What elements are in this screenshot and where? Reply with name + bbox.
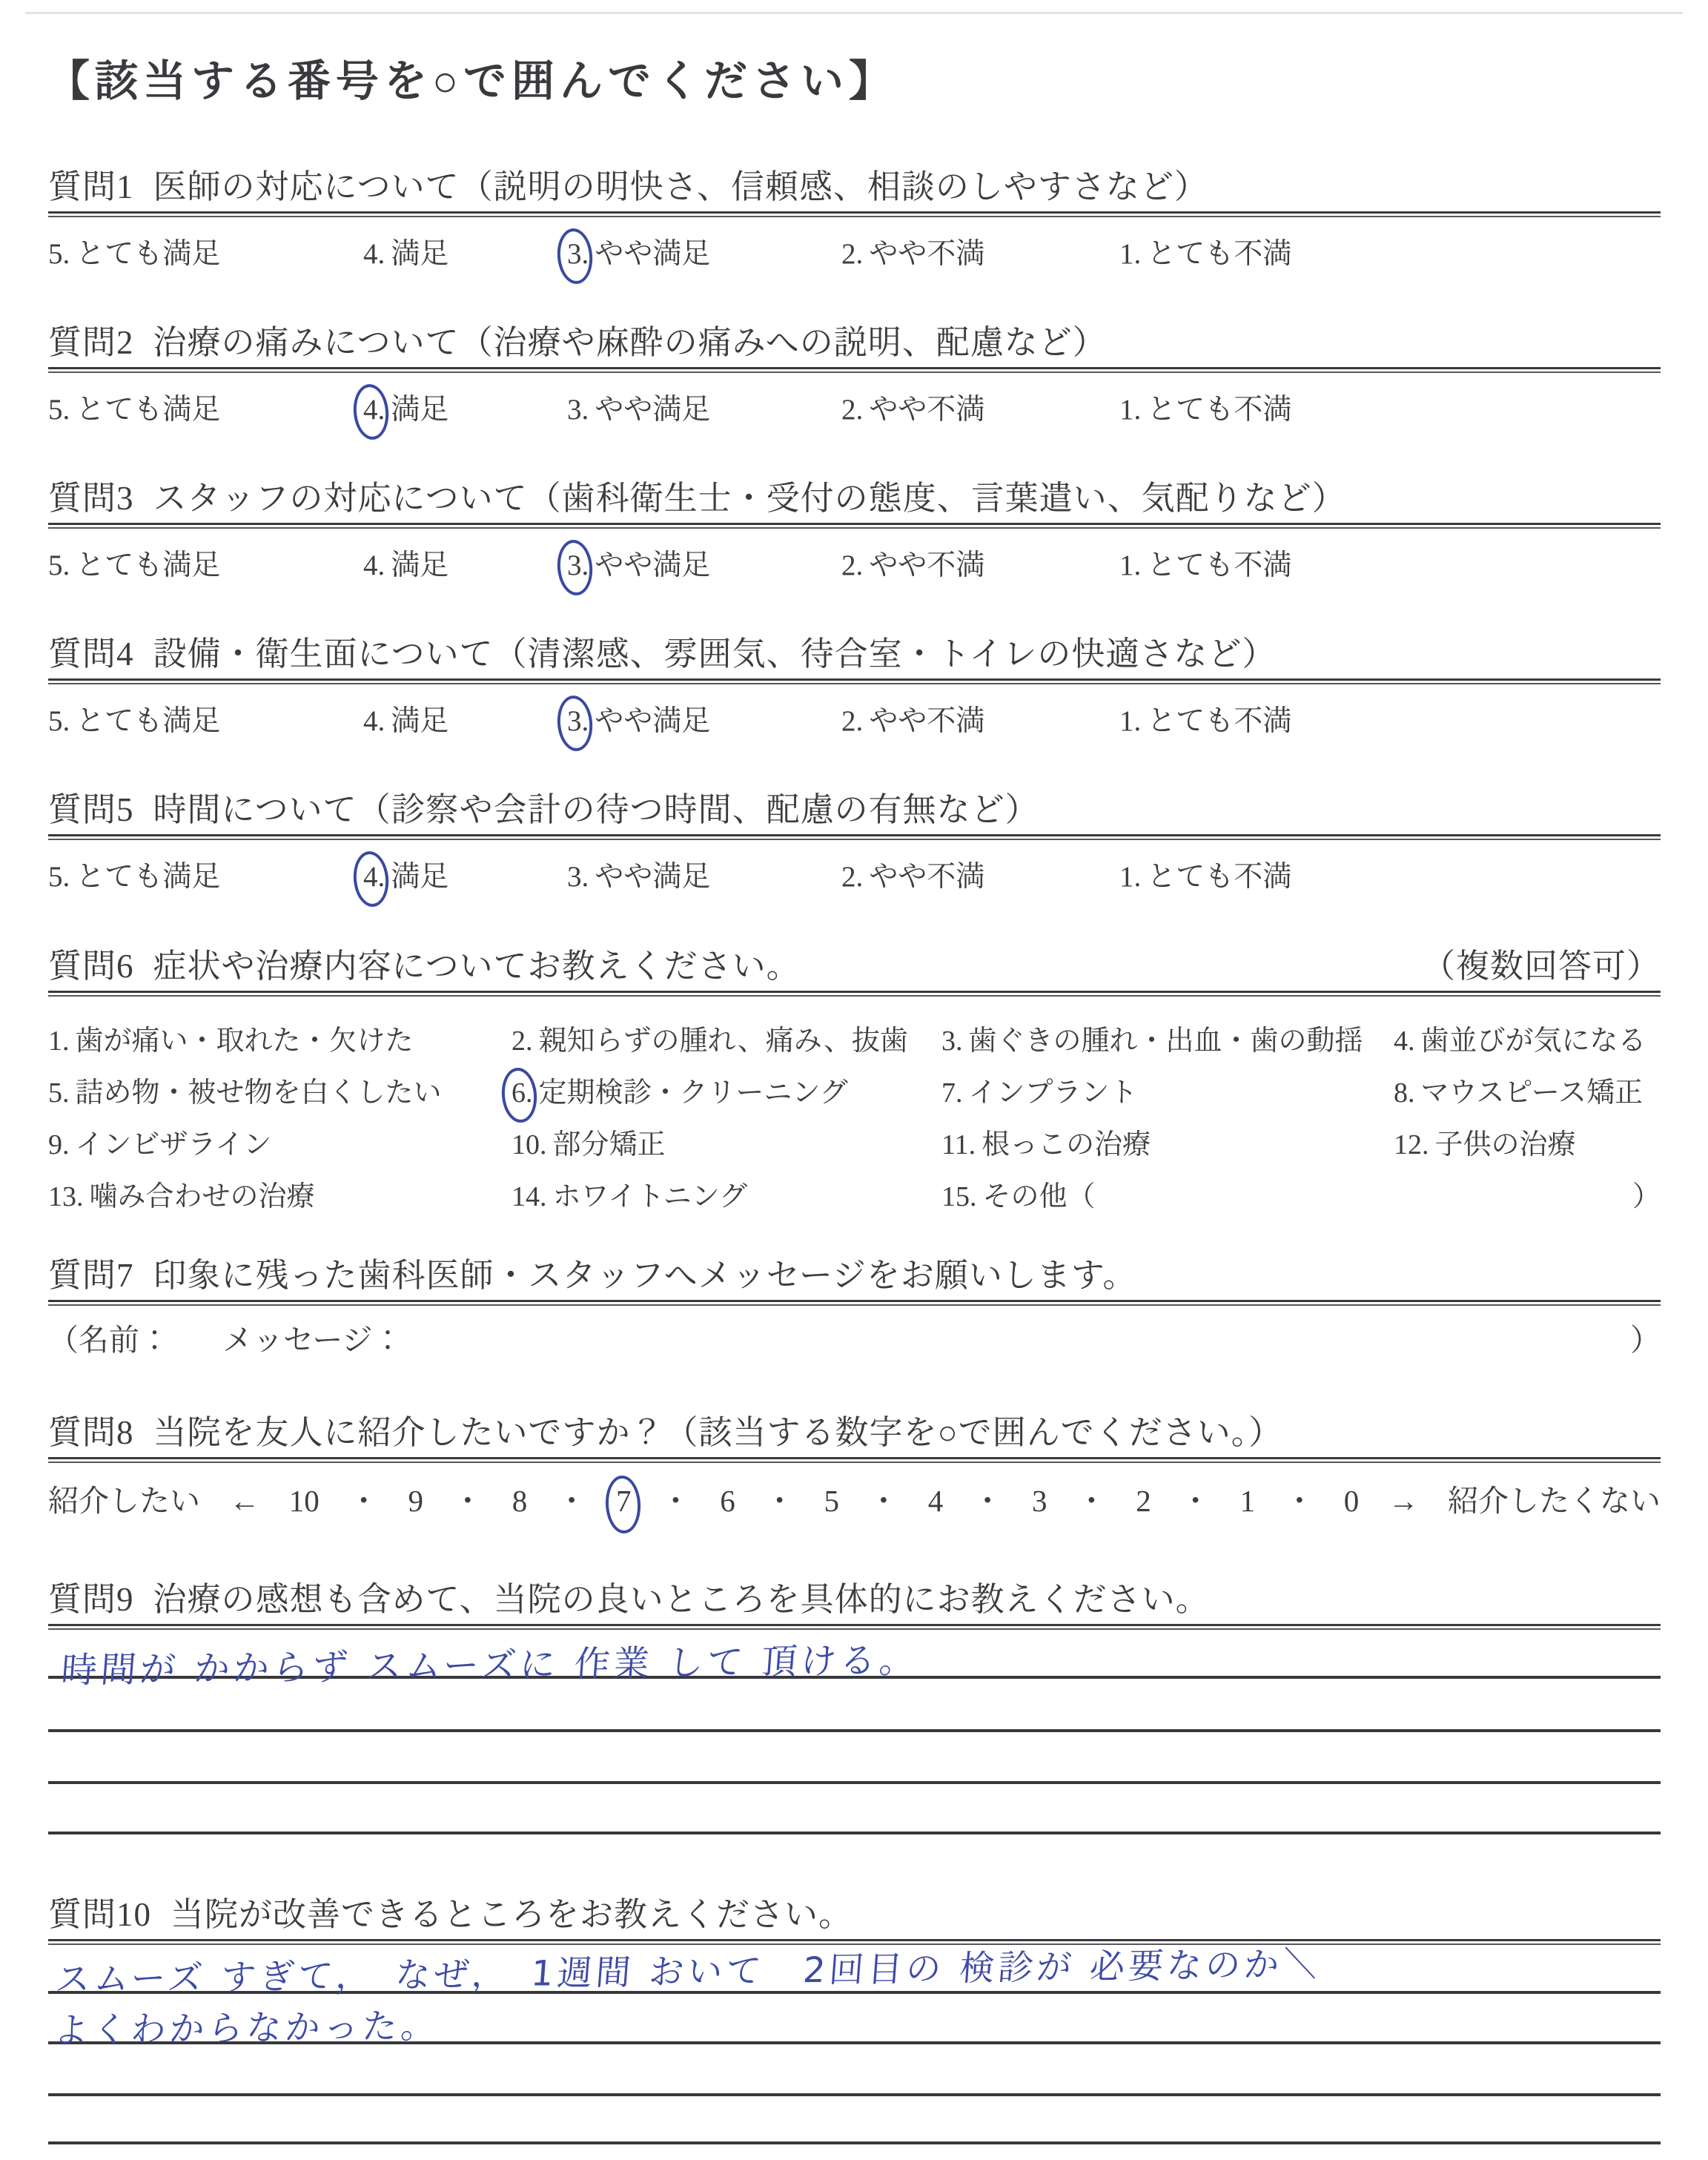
divider-rule (48, 523, 1661, 529)
item-number: 1. (48, 1025, 70, 1057)
nps-scale (48, 1476, 1661, 1520)
dot-separator: ・ (1076, 1484, 1107, 1518)
question-3-options (48, 542, 1661, 589)
option-4 (363, 542, 448, 584)
item-label: その他（ (982, 1181, 1096, 1212)
divider-rule (48, 1300, 1661, 1306)
option-label: やや満足 (595, 549, 711, 581)
handwritten-circle-mark: 4. (363, 394, 385, 426)
question-number: 質問8 (48, 1414, 134, 1451)
item-label: 歯並びが気になる (1420, 1025, 1646, 1057)
option-1 (1119, 386, 1291, 428)
item-number: 15. (941, 1181, 977, 1212)
question-6-title (48, 944, 1661, 988)
question-5 (48, 787, 1661, 901)
scale-number-1: 1 (1239, 1484, 1255, 1518)
symptom-row-1 (48, 1017, 1661, 1069)
answer-line (48, 1781, 1661, 1784)
option-number: 3. (567, 861, 589, 893)
dot-separator: ・ (660, 1484, 691, 1518)
item-number: 8. (1394, 1077, 1415, 1109)
answer-line (48, 1832, 1661, 1834)
item-label: インビザライン (75, 1129, 272, 1160)
divider-rule (48, 367, 1661, 373)
question-text: 時間について（診察や会計の待つ時間、配慮の有無など） (153, 791, 1039, 828)
question-2-options (48, 386, 1661, 434)
symptom-item-13 (48, 1173, 315, 1214)
scale-number-10: 10 (288, 1484, 320, 1518)
symptom-item-7 (941, 1069, 1138, 1110)
scale-number-2: 2 (1136, 1484, 1151, 1518)
option-1 (1119, 542, 1291, 584)
divider-rule (48, 991, 1661, 997)
question-text: スタッフの対応について（歯科衛生士・受付の態度、言葉遣い、気配りなど） (153, 480, 1346, 517)
handwritten-circle-mark: 6. (512, 1077, 533, 1109)
option-3-selected (567, 542, 710, 584)
item-number: 13. (48, 1181, 84, 1212)
option-5 (48, 853, 220, 895)
option-label: とても不満 (1147, 238, 1292, 270)
symptom-item-5 (48, 1069, 442, 1110)
option-number: 1. (1119, 705, 1142, 737)
option-label: 満足 (391, 549, 449, 581)
question-text: 当院が改善できるところをお教えください。 (171, 1896, 853, 1933)
symptom-item-11 (941, 1121, 1151, 1162)
scale-number-3: 3 (1032, 1484, 1047, 1518)
option-2 (841, 698, 984, 739)
option-5 (48, 542, 220, 584)
option-number: 2. (841, 861, 864, 893)
question-number: 質問3 (48, 480, 134, 517)
answer-line (48, 1729, 1661, 1732)
option-label: やや満足 (595, 238, 711, 270)
question-10 (48, 1892, 1661, 2148)
option-1 (1119, 231, 1291, 272)
handwritten-circle-mark: 4. (363, 861, 385, 893)
divider-rule (48, 834, 1661, 840)
option-label: 満足 (391, 394, 449, 426)
question-number: 質問6 (48, 948, 134, 985)
question-number: 質問2 (48, 324, 134, 361)
scale-number-9: 9 (408, 1484, 423, 1518)
symptom-row-2 (48, 1069, 1661, 1121)
option-number: 5. (48, 705, 70, 737)
option-label: とても満足 (76, 238, 221, 270)
question-9-title (48, 1577, 1661, 1622)
option-5 (48, 698, 220, 739)
item-number: 2. (512, 1025, 533, 1057)
option-label: やや満足 (595, 394, 711, 426)
item-label: 根っこの治療 (982, 1129, 1151, 1160)
option-label: やや不満 (869, 861, 985, 893)
item-number: 4. (1394, 1025, 1415, 1057)
item-label: ホワイトニング (552, 1181, 748, 1212)
option-3-selected (567, 698, 710, 739)
option-4-selected (363, 853, 448, 895)
question-number: 質問7 (48, 1257, 134, 1294)
option-number: 1. (1119, 238, 1142, 270)
option-number: 3. (567, 394, 589, 426)
question-8-title (48, 1410, 1661, 1455)
dot-separator: ・ (972, 1484, 1003, 1518)
form-heading: 【該当する番号を○で囲んでください】 (47, 57, 898, 105)
option-number: 5. (48, 394, 70, 426)
question-1-title (48, 165, 1661, 209)
left-arrow-icon: ← (229, 1484, 260, 1518)
option-4-selected (363, 386, 448, 428)
multi-answer-note: （複数回答可） (1421, 948, 1661, 985)
option-label: とても満足 (76, 394, 221, 426)
item-number: 3. (941, 1025, 963, 1057)
handwritten-answer-line-1: スムーズ すぎて， なぜ， 1週間 おいて 2回目の 検診が 必要なのか＼ (53, 1943, 1323, 2001)
question-4 (48, 632, 1661, 745)
item-label: 歯が痛い・取れた・欠けた (75, 1025, 414, 1057)
option-4 (363, 231, 448, 272)
question-5-options (48, 853, 1661, 901)
option-label: とても不満 (1147, 549, 1292, 581)
name-field-label: （名前： (48, 1323, 170, 1357)
question-6 (48, 944, 1661, 1225)
item-label: 親知らずの腫れ、痛み、抜歯 (538, 1025, 909, 1057)
option-number: 4. (363, 238, 385, 270)
option-label: やや満足 (595, 705, 711, 737)
symptom-item-12 (1394, 1121, 1576, 1162)
item-number: 12. (1394, 1129, 1429, 1160)
item-number: 5. (48, 1077, 70, 1109)
question-text: 印象に残った歯科医師・スタッフへメッセージをお願いします。 (153, 1257, 1137, 1294)
option-3 (567, 853, 710, 895)
option-label: やや不満 (869, 705, 985, 737)
scale-number-5: 5 (824, 1484, 839, 1518)
question-8 (48, 1410, 1661, 1520)
option-label: 満足 (391, 238, 449, 270)
scale-left-label: 紹介したい (48, 1484, 200, 1518)
symptom-row-3 (48, 1121, 1661, 1173)
option-1 (1119, 698, 1291, 739)
option-label: やや満足 (595, 861, 711, 893)
item-label: 子供の治療 (1434, 1129, 1576, 1160)
item-number: 10. (512, 1129, 547, 1160)
handwritten-circle-mark: 3. (567, 705, 589, 737)
question-number: 質問5 (48, 791, 134, 828)
question-3 (48, 476, 1661, 589)
symptom-item-1 (48, 1017, 414, 1058)
option-3 (567, 386, 710, 428)
option-label: とても不満 (1147, 705, 1292, 737)
option-label: とても不満 (1147, 394, 1292, 426)
question-text: 医師の対応について（説明の明快さ、信頼感、相談のしやすさなど） (153, 168, 1208, 205)
option-2 (841, 386, 984, 428)
question-number: 質問1 (48, 168, 134, 205)
option-number: 5. (48, 861, 70, 893)
option-label: やや不満 (869, 238, 985, 270)
symptom-item-10 (512, 1121, 666, 1162)
divider-rule (48, 211, 1661, 217)
question-7 (48, 1253, 1661, 1363)
scale-right-label: 紹介したくない (1448, 1484, 1661, 1518)
scan-edge-line (25, 12, 1683, 14)
dot-separator: ・ (764, 1484, 795, 1518)
scale-number-4: 4 (927, 1484, 944, 1518)
item-number: 11. (941, 1129, 976, 1160)
question-number: 質問4 (48, 635, 134, 673)
option-number: 4. (363, 549, 385, 581)
item-label: インプラント (968, 1077, 1138, 1109)
symptom-options (48, 1017, 1661, 1225)
option-number: 2. (841, 394, 864, 426)
option-5 (48, 386, 220, 428)
symptom-item-9 (48, 1121, 271, 1162)
question-9 (48, 1577, 1661, 1874)
right-arrow-icon: → (1388, 1484, 1419, 1518)
message-field-label: メッセージ： (222, 1323, 403, 1357)
symptom-row-4 (48, 1173, 1661, 1225)
question-7-title (48, 1253, 1661, 1298)
question-number: 質問9 (48, 1581, 134, 1618)
item-label: マウスピース矯正 (1420, 1077, 1643, 1109)
question-text: 設備・衛生面について（清潔感、雰囲気、待合室・トイレの快適さなど） (153, 635, 1277, 673)
question-text: 当院を友人に紹介したいですか？（該当する数字を○で囲んでください。） (153, 1414, 1283, 1451)
option-label: とても満足 (76, 549, 221, 581)
option-2 (841, 853, 984, 895)
other-close-paren: ） (1632, 1181, 1661, 1212)
symptom-item-8 (1394, 1069, 1643, 1110)
item-number: 7. (941, 1077, 963, 1109)
handwritten-answer: 時間が かからず スムーズに 作業 して 頂ける。 (59, 1639, 921, 1692)
dot-separator: ・ (452, 1484, 483, 1518)
option-1 (1119, 853, 1291, 895)
option-label: とても満足 (76, 705, 221, 737)
option-5 (48, 231, 220, 272)
symptom-item-2 (512, 1017, 908, 1058)
option-number: 1. (1119, 394, 1142, 426)
option-number: 4. (363, 705, 385, 737)
handwritten-circle-mark: 3. (567, 549, 589, 581)
option-label: とても満足 (76, 861, 221, 893)
question-text: 治療の感想も含めて、当院の良いところを具体的にお教えください。 (153, 1581, 1210, 1618)
dot-separator: ・ (1284, 1484, 1315, 1518)
option-label: 満足 (391, 861, 449, 893)
question-2 (48, 320, 1661, 434)
option-number: 5. (48, 549, 70, 581)
item-number: 14. (512, 1181, 547, 1212)
question-text: 症状や治療内容についてお教えください。 (153, 948, 801, 985)
option-label: やや不満 (869, 394, 985, 426)
item-label: 定期検診・クリーニング (538, 1077, 848, 1109)
handwritten-circle-mark: 3. (567, 238, 589, 270)
option-number: 1. (1119, 549, 1142, 581)
symptom-item-15-other (941, 1173, 1096, 1214)
option-label: 満足 (391, 705, 449, 737)
option-3-selected (567, 231, 710, 272)
question-4-title (48, 632, 1661, 676)
option-label: とても不満 (1147, 861, 1292, 893)
option-2 (841, 231, 984, 272)
question-10-title (48, 1892, 1661, 1937)
question-1 (48, 165, 1661, 278)
item-number: 9. (48, 1129, 70, 1160)
option-number: 2. (841, 549, 864, 581)
option-number: 2. (841, 705, 864, 737)
question-5-title (48, 787, 1661, 832)
scale-number-7-selected: 7 (616, 1484, 632, 1518)
row-close-paren: ） (1630, 1323, 1661, 1357)
symptom-item-14 (512, 1173, 747, 1214)
option-number: 1. (1119, 861, 1142, 893)
answer-line (48, 2141, 1661, 2144)
item-label: 詰め物・被せ物を白くしたい (75, 1077, 442, 1109)
dot-separator: ・ (348, 1484, 380, 1518)
handwritten-answer-line-2: よくわからなかった。 (52, 2005, 441, 2052)
question-2-title (48, 320, 1661, 365)
answer-line (48, 2093, 1661, 2096)
item-label: 噛み合わせの治療 (89, 1181, 315, 1212)
item-label: 歯ぐきの腫れ・出血・歯の動揺 (968, 1025, 1363, 1057)
dot-separator: ・ (1180, 1484, 1211, 1518)
dot-separator: ・ (556, 1484, 587, 1518)
scale-number-6: 6 (720, 1484, 735, 1518)
divider-rule (48, 1624, 1661, 1630)
item-label: 部分矯正 (552, 1129, 666, 1160)
scale-number-0: 0 (1343, 1484, 1360, 1518)
divider-rule (48, 678, 1661, 684)
symptom-item-3 (941, 1017, 1363, 1058)
name-message-row (48, 1315, 1661, 1363)
option-number: 2. (841, 238, 864, 270)
dot-separator: ・ (868, 1484, 899, 1518)
question-4-options (48, 698, 1661, 745)
symptom-item-4 (1394, 1017, 1646, 1058)
question-number: 質問10 (48, 1896, 152, 1933)
option-number: 5. (48, 238, 70, 270)
question-text: 治療の痛みについて（治療や麻酔の痛みへの説明、配慮など） (153, 324, 1107, 361)
divider-rule (48, 1457, 1661, 1463)
scale-number-8: 8 (512, 1484, 528, 1518)
option-label: やや不満 (869, 549, 985, 581)
question-3-title (48, 476, 1661, 521)
option-4 (363, 698, 448, 739)
option-2 (841, 542, 984, 584)
symptom-item-6-selected (512, 1069, 848, 1110)
question-1-options (48, 231, 1661, 278)
